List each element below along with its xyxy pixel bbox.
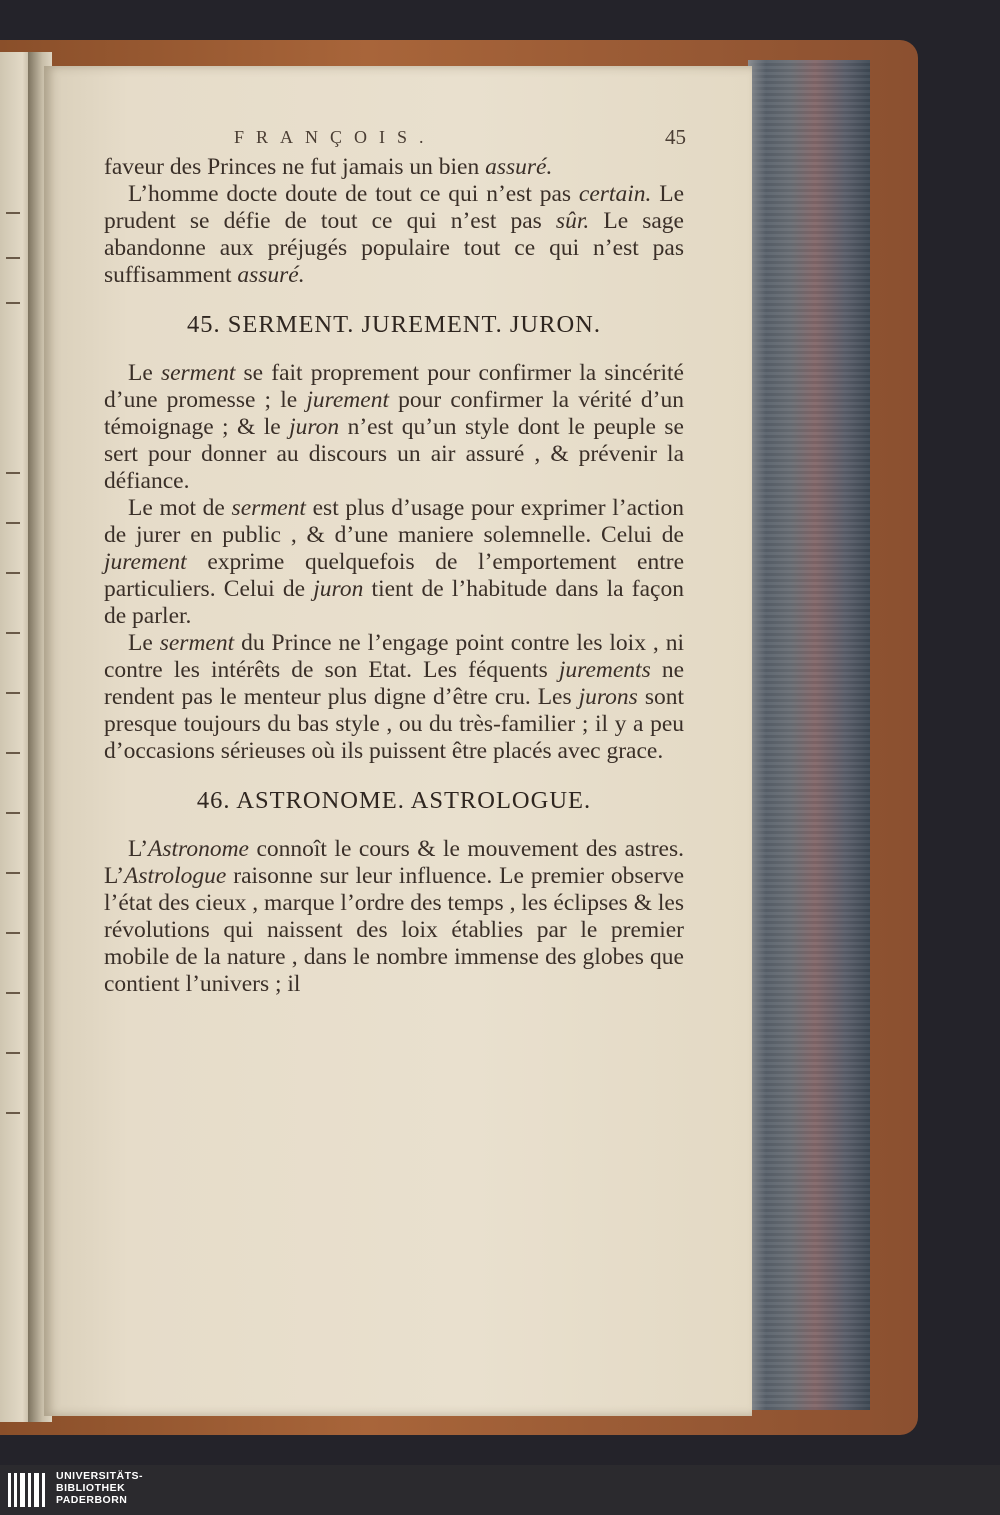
page-text <box>104 124 684 998</box>
paragraph: L’Astronome connoît le cours & le mouvement des astres. L’Astrologue raisonne sur leur influence. Le premier observe l’état des cieux , marque l’ordre des temps , les éclipses & les révolutions qui naissent des loix établies par le premier mobile de la nature , dans le nombre immense des globes que contient l’univers ; il <box>104 836 684 997</box>
book-page <box>44 66 752 1416</box>
logo-line: BIBLIOTHEK <box>56 1482 126 1494</box>
page-block-edge <box>748 60 870 1410</box>
paragraph: Le serment du Prince ne l’engage point contre les loix , ni contre les intérêts de son Etat. Les féquents jurements ne rendent pas le menteur plus digne d’être cru. Les jurons sont presque toujours du bas style , ou du très-familier ; il y a peu d’occasions sérieuses où ils puissent être placés avec grace. <box>104 630 685 764</box>
previous-page-text-fragments <box>2 52 28 1422</box>
section-heading: 46. ASTRONOME. ASTROLOGUE. <box>196 787 592 814</box>
library-logo-icon <box>8 1473 50 1507</box>
section-heading: 45. SERMENT. JUREMENT. JURON. <box>187 311 601 338</box>
paragraph: faveur des Princes ne fut jamais un bien assuré. <box>104 154 553 180</box>
page-number: 45 <box>665 125 686 149</box>
running-head: FRANÇOIS. <box>234 127 436 147</box>
library-logo-text <box>56 1470 143 1506</box>
logo-line: UNIVERSITÄTS- <box>56 1470 144 1482</box>
paragraph: Le serment se fait proprement pour confirmer la sincérité d’une promesse ; le jurement pour confirmer la vérité d’un témoignage ; & le juron n’est qu’un style dont le peuple se sert pour donner au discours un air assuré , & prévenir la défiance. <box>104 360 684 494</box>
paragraph: Le mot de serment est plus d’usage pour exprimer l’action de jurer en public , & d’une maniere solemnelle. Celui de jurement exprime quelquefois de l’emportement entre particuliers. Celui de juron tient de l’habitude dans la façon de parler. <box>104 495 685 629</box>
paragraph: L’homme docte doute de tout ce qui n’est pas certain. Le prudent se défie de tout ce qui n’est pas sûr. Le sage abandonne aux préjugés populaire tout ce qui n’est pas suffisamment assuré. <box>104 181 684 288</box>
page-header <box>104 124 684 154</box>
logo-line: PADERBORN <box>56 1494 128 1506</box>
footer-bar <box>0 1465 1000 1515</box>
